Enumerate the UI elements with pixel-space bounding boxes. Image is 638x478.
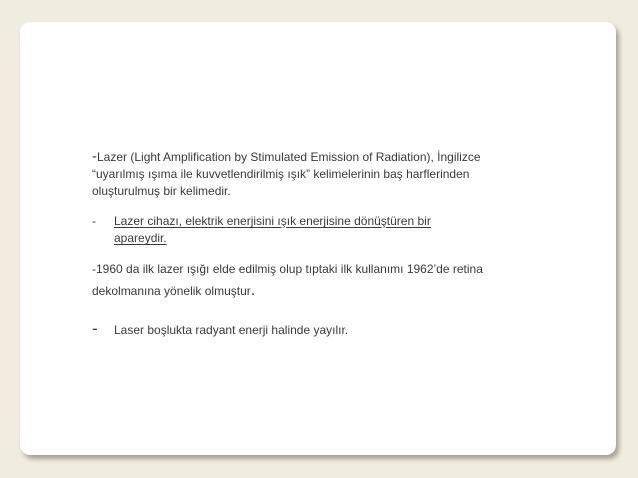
slide-panel: [20, 22, 616, 455]
slide-content: [92, 148, 512, 339]
paragraph-dash: -: [92, 319, 98, 338]
paragraph-laser-definition: [92, 148, 512, 200]
paragraph-history: [92, 259, 512, 302]
paragraph-propagation: [92, 320, 512, 339]
bullet-dash: -: [92, 214, 96, 228]
bullet-text: Lazer cihazı, elektrik enerjisini ışık enerjisine dönüştüren bir apareydir.: [114, 214, 431, 245]
paragraph-dash: -: [92, 148, 97, 165]
paragraph-text: -1960 da ilk lazer ışığı elde edilmiş olup tıptaki ilk kullanımı 1962’de retina dekolmanına yönelik olmuştur: [92, 262, 483, 298]
bullet-item: [92, 213, 512, 247]
paragraph-text: Laser boşlukta radyant enerji halinde yayılır.: [114, 323, 349, 337]
paragraph-end-mark: .: [250, 282, 256, 299]
paragraph-text: Lazer (Light Amplification by Stimulated Emission of Radiation), İngilizce “uyarılmış ışıma ile kuvvetlendirilmiş ışık” kelimelerinin baş harflerinden oluşturulmuş bir kelimedir.: [92, 150, 481, 198]
